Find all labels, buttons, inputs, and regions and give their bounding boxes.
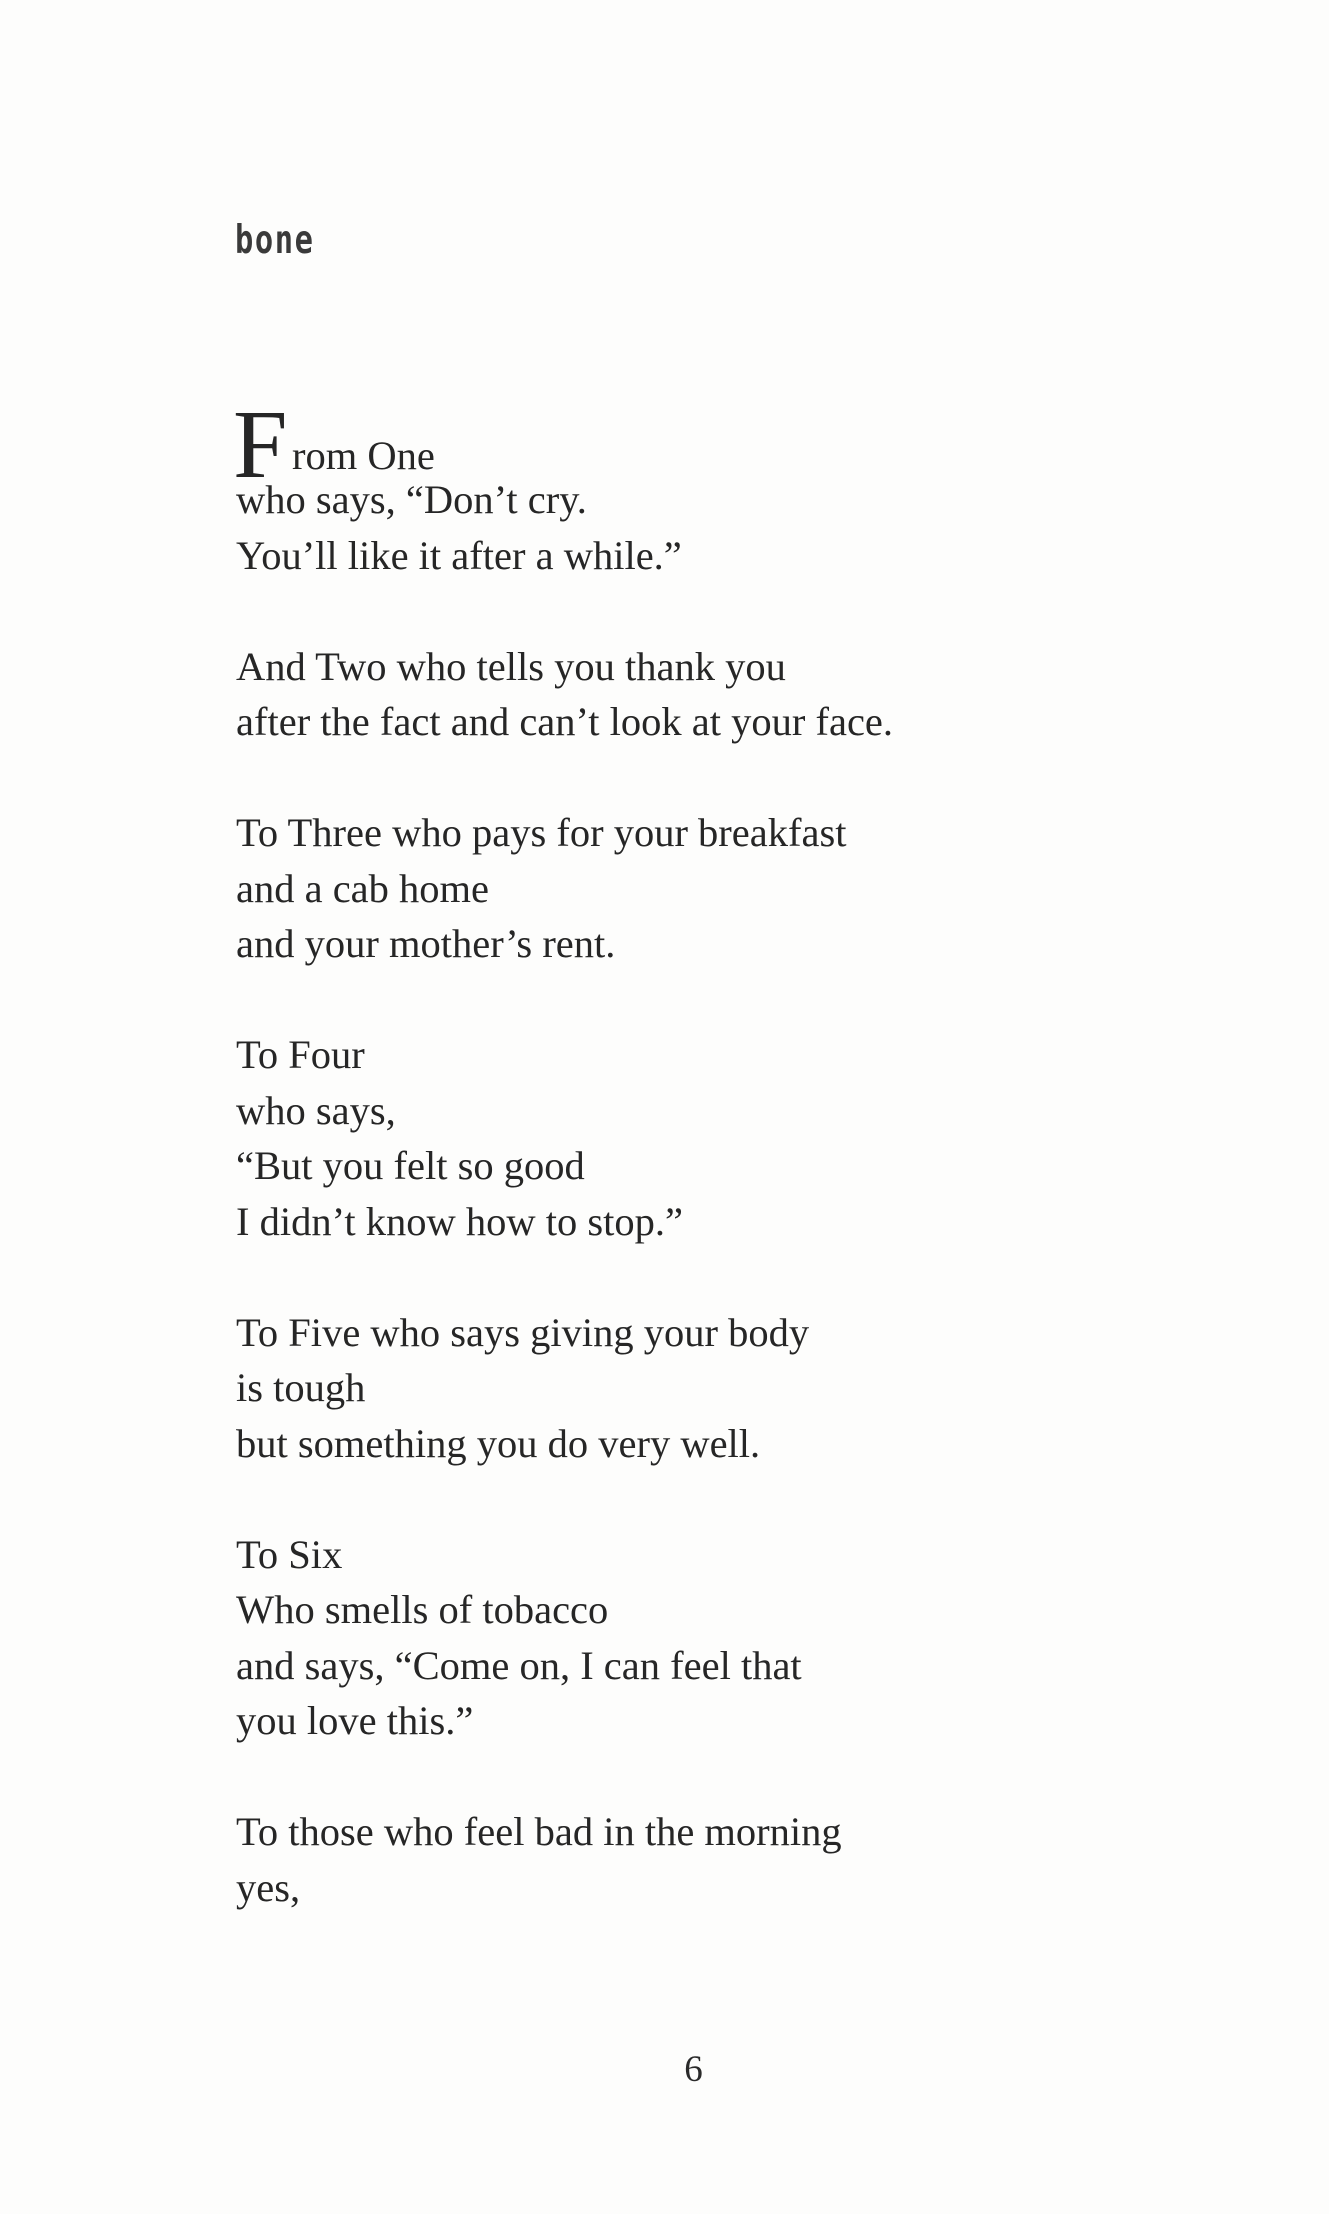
poem-line: To Five who says giving your body [236, 1309, 810, 1355]
first-line [233, 391, 1236, 499]
drop-cap: F [233, 391, 288, 499]
page-number: 6 [684, 2049, 703, 2090]
poem-line: Who smells of tobacco [236, 1587, 609, 1632]
poem-line: you love this.” [236, 1698, 474, 1743]
stanza-7 [236, 1804, 1236, 1915]
stanza-3 [236, 805, 1236, 972]
stanza-2 [236, 639, 1236, 750]
stanza-4 [236, 1027, 1236, 1249]
poem-line: who says, “Don’t cry. [236, 477, 587, 522]
stanza-1 [233, 391, 1236, 583]
poem-line: and your mother’s rent. [236, 921, 616, 966]
poem-line: and says, “Come on, I can feel that [236, 1642, 802, 1688]
poem-line: To Three who pays for your breakfast [236, 810, 847, 855]
stanza-6 [236, 1527, 1236, 1749]
poem-line: I didn’t know how to stop.” [236, 1198, 683, 1244]
poem-line: You’ll like it after a while.” [236, 532, 682, 578]
poem-line: And Two who tells you thank you [236, 643, 786, 689]
poem-line: but something you do very well. [236, 1420, 761, 1466]
poem-line: To those who feel bad in the morning [236, 1809, 842, 1854]
poem-body [233, 391, 1236, 1915]
poem-line: is tough [236, 1365, 366, 1410]
poem-line: yes, [236, 1864, 301, 1910]
poem-line: after the fact and can’t look at your face. [236, 699, 894, 744]
poem-line: To Four [236, 1032, 365, 1077]
poem-line: who says, [236, 1087, 396, 1133]
poem-line: and a cab home [236, 865, 490, 911]
stanza-5 [236, 1305, 1236, 1472]
poem-line: “But you felt so good [236, 1143, 585, 1188]
first-line-text: rom One [292, 433, 435, 478]
running-header: bone [235, 218, 315, 263]
poem-line: To Six [236, 1531, 343, 1577]
